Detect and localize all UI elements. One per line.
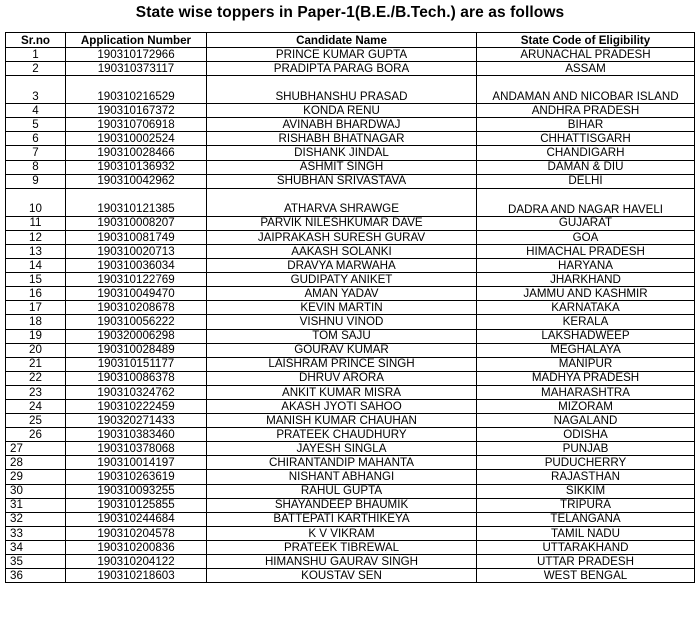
sr-no-cell: 3: [6, 76, 66, 104]
candidate-name-cell: PARVIK NILESHKUMAR DAVE: [207, 216, 477, 230]
state-cell: SIKKIM: [477, 484, 695, 498]
candidate-name-cell: GUDIPATY ANIKET: [207, 273, 477, 287]
header-application-number: Application Number: [66, 33, 207, 48]
state-cell: LAKSHADWEEP: [477, 329, 695, 343]
candidate-name-cell: ANKIT KUMAR MISRA: [207, 385, 477, 399]
state-cell: ODISHA: [477, 428, 695, 442]
state-cell: MAHARASHTRA: [477, 385, 695, 399]
sr-no-cell: 4: [6, 104, 66, 118]
candidate-name-cell: AVINABH BHARDWAJ: [207, 118, 477, 132]
sr-no-cell: 19: [6, 329, 66, 343]
candidate-name-cell: K V VIKRAM: [207, 526, 477, 540]
table-row: [6, 399, 695, 413]
sr-no-cell: 35: [6, 555, 66, 569]
candidate-name-cell: TOM SAJU: [207, 329, 477, 343]
table-row: [6, 371, 695, 385]
application-number-cell: 190310125855: [66, 498, 207, 512]
sr-no-cell: 6: [6, 132, 66, 146]
application-number-cell: 190310208678: [66, 301, 207, 315]
header-state-code: State Code of Eligibility: [477, 33, 695, 48]
state-cell: ANDAMAN AND NICOBAR ISLAND: [477, 76, 695, 104]
sr-no-cell: 22: [6, 371, 66, 385]
application-number-cell: 190310014197: [66, 456, 207, 470]
sr-no-cell: 7: [6, 146, 66, 160]
candidate-name-cell: AKASH JYOTI SAHOO: [207, 399, 477, 413]
table-row: [6, 118, 695, 132]
application-number-cell: 190310136932: [66, 160, 207, 174]
candidate-name-cell: PRATEEK CHAUDHURY: [207, 428, 477, 442]
table-row: [6, 329, 695, 343]
table-row: [6, 357, 695, 371]
table-header-row: [6, 33, 695, 48]
state-cell: DAMAN & DIU: [477, 160, 695, 174]
table-row: [6, 62, 695, 76]
application-number-cell: 190310167372: [66, 104, 207, 118]
state-cell: KARNATAKA: [477, 301, 695, 315]
table-row: [6, 76, 695, 104]
application-number-cell: 190310049470: [66, 287, 207, 301]
application-number-cell: 190310383460: [66, 428, 207, 442]
toppers-table: [5, 32, 695, 583]
candidate-name-cell: CHIRANTANDIP MAHANTA: [207, 456, 477, 470]
state-cell: GUJARAT: [477, 216, 695, 230]
table-row: [6, 526, 695, 540]
state-cell: ARUNACHAL PRADESH: [477, 48, 695, 62]
sr-no-cell: 28: [6, 456, 66, 470]
sr-no-cell: 2: [6, 62, 66, 76]
application-number-cell: 190310093255: [66, 484, 207, 498]
table-row: [6, 470, 695, 484]
sr-no-cell: 15: [6, 273, 66, 287]
candidate-name-cell: RISHABH BHATNAGAR: [207, 132, 477, 146]
state-cell: WEST BENGAL: [477, 569, 695, 583]
application-number-cell: 190310151177: [66, 357, 207, 371]
state-cell: CHANDIGARH: [477, 146, 695, 160]
candidate-name-cell: PRADIPTA PARAG BORA: [207, 62, 477, 76]
sr-no-cell: 9: [6, 174, 66, 188]
application-number-cell: 190310036034: [66, 259, 207, 273]
table-row: [6, 512, 695, 526]
table-row: [6, 498, 695, 512]
candidate-name-cell: ASHMIT SINGH: [207, 160, 477, 174]
table-row: [6, 301, 695, 315]
table-row: [6, 385, 695, 399]
state-cell: JAMMU AND KASHMIR: [477, 287, 695, 301]
table-row: [6, 540, 695, 554]
candidate-name-cell: GOURAV KUMAR: [207, 343, 477, 357]
candidate-name-cell: HIMANSHU GAURAV SINGH: [207, 555, 477, 569]
application-number-cell: 190310222459: [66, 399, 207, 413]
candidate-name-cell: KOUSTAV SEN: [207, 569, 477, 583]
application-number-cell: 190310042962: [66, 174, 207, 188]
sr-no-cell: 24: [6, 399, 66, 413]
sr-no-cell: 27: [6, 442, 66, 456]
sr-no-cell: 8: [6, 160, 66, 174]
state-cell: TELANGANA: [477, 512, 695, 526]
application-number-cell: 190310086378: [66, 371, 207, 385]
candidate-name-cell: SHUBHANSHU PRASAD: [207, 76, 477, 104]
state-cell: MADHYA PRADESH: [477, 371, 695, 385]
candidate-name-cell: DISHANK JINDAL: [207, 146, 477, 160]
state-cell: PUNJAB: [477, 442, 695, 456]
application-number-cell: 190310204122: [66, 555, 207, 569]
table-body: [6, 48, 695, 583]
state-cell: MEGHALAYA: [477, 343, 695, 357]
state-cell: DELHI: [477, 174, 695, 188]
table-row: [6, 273, 695, 287]
state-cell: NAGALAND: [477, 414, 695, 428]
candidate-name-cell: KONDA RENU: [207, 104, 477, 118]
state-cell: UTTARAKHAND: [477, 540, 695, 554]
state-cell: MIZORAM: [477, 399, 695, 413]
table-row: [6, 104, 695, 118]
candidate-name-cell: AMAN YADAV: [207, 287, 477, 301]
candidate-name-cell: SHUBHAN SRIVASTAVA: [207, 174, 477, 188]
application-number-cell: 190320271433: [66, 414, 207, 428]
table-row: [6, 456, 695, 470]
state-cell: ANDHRA PRADESH: [477, 104, 695, 118]
application-number-cell: 190310204578: [66, 526, 207, 540]
application-number-cell: 190310200836: [66, 540, 207, 554]
table-row: [6, 569, 695, 583]
application-number-cell: 190310218603: [66, 569, 207, 583]
application-number-cell: 190310028489: [66, 343, 207, 357]
candidate-name-cell: LAISHRAM PRINCE SINGH: [207, 357, 477, 371]
candidate-name-cell: VISHNU VINOD: [207, 315, 477, 329]
sr-no-cell: 36: [6, 569, 66, 583]
sr-no-cell: 31: [6, 498, 66, 512]
table-row: [6, 259, 695, 273]
candidate-name-cell: PRATEEK TIBREWAL: [207, 540, 477, 554]
candidate-name-cell: RAHUL GUPTA: [207, 484, 477, 498]
table-row: [6, 315, 695, 329]
header-candidate-name: Candidate Name: [207, 33, 477, 48]
sr-no-cell: 34: [6, 540, 66, 554]
sr-no-cell: 18: [6, 315, 66, 329]
state-cell: JHARKHAND: [477, 273, 695, 287]
sr-no-cell: 17: [6, 301, 66, 315]
sr-no-cell: 32: [6, 512, 66, 526]
application-number-cell: 190310324762: [66, 385, 207, 399]
table-row: [6, 414, 695, 428]
sr-no-cell: 23: [6, 385, 66, 399]
table-row: [6, 428, 695, 442]
state-cell: ASSAM: [477, 62, 695, 76]
table-row: [6, 343, 695, 357]
header-sr-no: Sr.no: [6, 33, 66, 48]
candidate-name-cell: SHAYANDEEP BHAUMIK: [207, 498, 477, 512]
application-number-cell: 190310373117: [66, 62, 207, 76]
table-row: [6, 230, 695, 244]
candidate-name-cell: BATTEPATI KARTHIKEYA: [207, 512, 477, 526]
application-number-cell: 190310216529: [66, 76, 207, 104]
sr-no-cell: 29: [6, 470, 66, 484]
candidate-name-cell: JAYESH SINGLA: [207, 442, 477, 456]
page-title: State wise toppers in Paper-1(B.E./B.Tech.) are as follows: [135, 4, 565, 21]
candidate-name-cell: DHRUV ARORA: [207, 371, 477, 385]
state-cell: PUDUCHERRY: [477, 456, 695, 470]
sr-no-cell: 26: [6, 428, 66, 442]
state-cell: TRIPURA: [477, 498, 695, 512]
sr-no-cell: 33: [6, 526, 66, 540]
application-number-cell: 190310378068: [66, 442, 207, 456]
application-number-cell: 190310081749: [66, 230, 207, 244]
sr-no-cell: 5: [6, 118, 66, 132]
state-cell: TAMIL NADU: [477, 526, 695, 540]
application-number-cell: 190310706918: [66, 118, 207, 132]
sr-no-cell: 12: [6, 230, 66, 244]
sr-no-cell: 14: [6, 259, 66, 273]
table-row: [6, 48, 695, 62]
application-number-cell: 190310008207: [66, 216, 207, 230]
candidate-name-cell: NISHANT ABHANGI: [207, 470, 477, 484]
state-cell: RAJASTHAN: [477, 470, 695, 484]
candidate-name-cell: JAIPRAKASH SURESH GURAV: [207, 230, 477, 244]
table-row: [6, 132, 695, 146]
sr-no-cell: 20: [6, 343, 66, 357]
state-cell: UTTAR PRADESH: [477, 555, 695, 569]
table-row: [6, 244, 695, 258]
table-row: [6, 188, 695, 216]
state-cell: MANIPUR: [477, 357, 695, 371]
application-number-cell: 190310244684: [66, 512, 207, 526]
candidate-name-cell: ATHARVA SHRAWGE: [207, 188, 477, 216]
application-number-cell: 190310002524: [66, 132, 207, 146]
state-cell: HIMACHAL PRADESH: [477, 244, 695, 258]
state-cell: BIHAR: [477, 118, 695, 132]
application-number-cell: 190310121385: [66, 188, 207, 216]
sr-no-cell: 10: [6, 188, 66, 216]
state-cell: GOA: [477, 230, 695, 244]
application-number-cell: 190310056222: [66, 315, 207, 329]
sr-no-cell: 16: [6, 287, 66, 301]
sr-no-cell: 13: [6, 244, 66, 258]
state-cell: CHHATTISGARH: [477, 132, 695, 146]
state-cell: HARYANA: [477, 259, 695, 273]
sr-no-cell: 11: [6, 216, 66, 230]
table-row: [6, 555, 695, 569]
sr-no-cell: 30: [6, 484, 66, 498]
table-row: [6, 442, 695, 456]
table-row: [6, 216, 695, 230]
table-row: [6, 287, 695, 301]
state-cell: DADRA AND NAGAR HAVELI: [477, 188, 695, 216]
table-row: [6, 484, 695, 498]
sr-no-cell: 25: [6, 414, 66, 428]
candidate-name-cell: DRAVYA MARWAHA: [207, 259, 477, 273]
table-row: [6, 174, 695, 188]
sr-no-cell: 1: [6, 48, 66, 62]
candidate-name-cell: KEVIN MARTIN: [207, 301, 477, 315]
candidate-name-cell: PRINCE KUMAR GUPTA: [207, 48, 477, 62]
application-number-cell: 190310028466: [66, 146, 207, 160]
table-row: [6, 146, 695, 160]
candidate-name-cell: AAKASH SOLANKI: [207, 244, 477, 258]
application-number-cell: 190310263619: [66, 470, 207, 484]
application-number-cell: 190310122769: [66, 273, 207, 287]
table-row: [6, 160, 695, 174]
state-cell: KERALA: [477, 315, 695, 329]
sr-no-cell: 21: [6, 357, 66, 371]
application-number-cell: 190310020713: [66, 244, 207, 258]
application-number-cell: 190310172966: [66, 48, 207, 62]
application-number-cell: 190320006298: [66, 329, 207, 343]
candidate-name-cell: MANISH KUMAR CHAUHAN: [207, 414, 477, 428]
